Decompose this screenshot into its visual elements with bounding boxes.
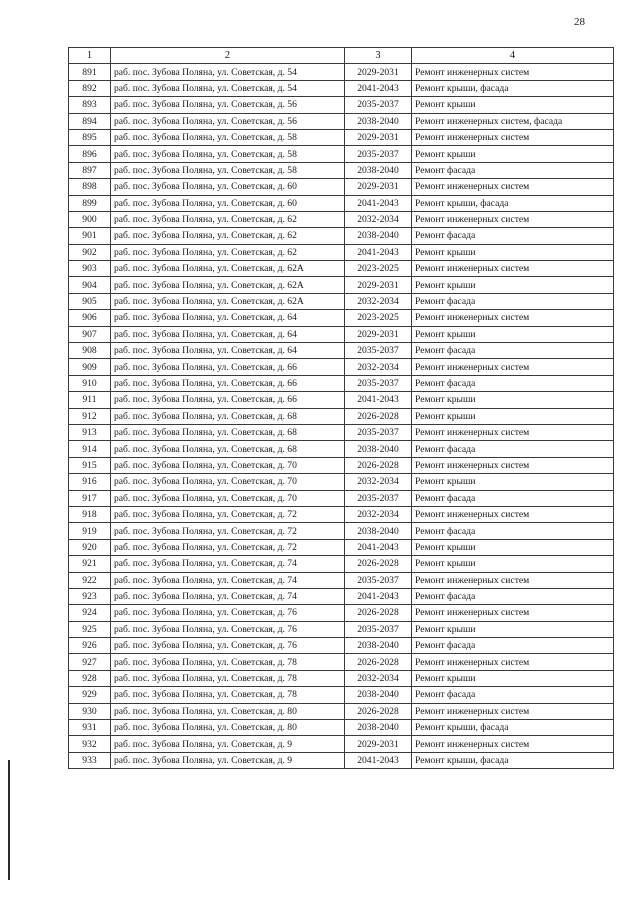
- period-cell: 2029-2031: [345, 129, 412, 145]
- work-type-cell: Ремонт фасада: [412, 162, 614, 178]
- period-cell: 2032-2034: [345, 211, 412, 227]
- period-cell: 2035-2037: [345, 490, 412, 506]
- address-cell: раб. пос. Зубова Поляна, ул. Советская, д. 64: [111, 310, 345, 326]
- work-type-cell: Ремонт инженерных систем: [412, 179, 614, 195]
- row-number-cell: 893: [69, 97, 111, 113]
- address-cell: раб. пос. Зубова Поляна, ул. Советская, д. 60: [111, 195, 345, 211]
- work-type-cell: Ремонт фасада: [412, 441, 614, 457]
- address-cell: раб. пос. Зубова Поляна, ул. Советская, д. 56: [111, 113, 345, 129]
- row-number-cell: 914: [69, 441, 111, 457]
- period-cell: 2038-2040: [345, 228, 412, 244]
- row-number-cell: 923: [69, 588, 111, 604]
- row-number-cell: 897: [69, 162, 111, 178]
- address-cell: раб. пос. Зубова Поляна, ул. Советская, д. 70: [111, 457, 345, 473]
- table-row: [69, 474, 614, 490]
- address-cell: раб. пос. Зубова Поляна, ул. Советская, д. 70: [111, 490, 345, 506]
- table-header-row: [69, 48, 614, 64]
- row-number-cell: 929: [69, 687, 111, 703]
- table-row: [69, 457, 614, 473]
- work-type-cell: Ремонт крыши, фасада: [412, 80, 614, 96]
- table-row: [69, 654, 614, 670]
- period-cell: 2038-2040: [345, 523, 412, 539]
- row-number-cell: 907: [69, 326, 111, 342]
- work-type-cell: Ремонт крыши, фасада: [412, 720, 614, 736]
- table-body: [69, 64, 614, 769]
- table-row: [69, 277, 614, 293]
- row-number-cell: 906: [69, 310, 111, 326]
- address-cell: раб. пос. Зубова Поляна, ул. Советская, д. 62А: [111, 293, 345, 309]
- work-type-cell: Ремонт инженерных систем: [412, 703, 614, 719]
- address-cell: раб. пос. Зубова Поляна, ул. Советская, д. 54: [111, 64, 345, 80]
- table-row: [69, 195, 614, 211]
- work-type-cell: Ремонт инженерных систем: [412, 211, 614, 227]
- period-cell: 2029-2031: [345, 277, 412, 293]
- table-row: [69, 228, 614, 244]
- period-cell: 2035-2037: [345, 621, 412, 637]
- address-cell: раб. пос. Зубова Поляна, ул. Советская, д. 58: [111, 162, 345, 178]
- work-type-cell: Ремонт крыши: [412, 670, 614, 686]
- row-number-cell: 928: [69, 670, 111, 686]
- work-type-cell: Ремонт инженерных систем: [412, 310, 614, 326]
- work-type-cell: Ремонт фасада: [412, 523, 614, 539]
- period-cell: 2041-2043: [345, 392, 412, 408]
- work-type-cell: Ремонт крыши: [412, 408, 614, 424]
- repair-schedule-table: [68, 47, 614, 769]
- table-row: [69, 211, 614, 227]
- period-cell: 2041-2043: [345, 588, 412, 604]
- period-cell: 2035-2037: [345, 343, 412, 359]
- work-type-cell: Ремонт крыши: [412, 392, 614, 408]
- period-cell: 2038-2040: [345, 441, 412, 457]
- address-cell: раб. пос. Зубова Поляна, ул. Советская, д. 62А: [111, 277, 345, 293]
- table-row: [69, 539, 614, 555]
- work-type-cell: Ремонт крыши: [412, 539, 614, 555]
- address-cell: раб. пос. Зубова Поляна, ул. Советская, д. 9: [111, 736, 345, 752]
- row-number-cell: 912: [69, 408, 111, 424]
- period-cell: 2029-2031: [345, 64, 412, 80]
- row-number-cell: 891: [69, 64, 111, 80]
- work-type-cell: Ремонт крыши: [412, 97, 614, 113]
- work-type-cell: Ремонт инженерных систем: [412, 424, 614, 440]
- period-cell: 2035-2037: [345, 424, 412, 440]
- work-type-cell: Ремонт крыши: [412, 146, 614, 162]
- table-row: [69, 424, 614, 440]
- address-cell: раб. пос. Зубова Поляна, ул. Советская, д. 70: [111, 474, 345, 490]
- row-number-cell: 932: [69, 736, 111, 752]
- period-cell: 2026-2028: [345, 556, 412, 572]
- address-cell: раб. пос. Зубова Поляна, ул. Советская, д. 62: [111, 228, 345, 244]
- row-number-cell: 919: [69, 523, 111, 539]
- address-cell: раб. пос. Зубова Поляна, ул. Советская, д. 68: [111, 441, 345, 457]
- row-number-cell: 917: [69, 490, 111, 506]
- work-type-cell: Ремонт инженерных систем: [412, 129, 614, 145]
- work-type-cell: Ремонт крыши: [412, 621, 614, 637]
- table-row: [69, 80, 614, 96]
- table-row: [69, 408, 614, 424]
- table-row: [69, 621, 614, 637]
- table-row: [69, 670, 614, 686]
- scan-edge-line: [8, 760, 10, 880]
- address-cell: раб. пос. Зубова Поляна, ул. Советская, д. 80: [111, 720, 345, 736]
- work-type-cell: Ремонт фасада: [412, 638, 614, 654]
- work-type-cell: Ремонт инженерных систем: [412, 736, 614, 752]
- table-row: [69, 392, 614, 408]
- row-number-cell: 898: [69, 179, 111, 195]
- address-cell: раб. пос. Зубова Поляна, ул. Советская, д. 66: [111, 375, 345, 391]
- row-number-cell: 920: [69, 539, 111, 555]
- address-cell: раб. пос. Зубова Поляна, ул. Советская, д. 80: [111, 703, 345, 719]
- address-cell: раб. пос. Зубова Поляна, ул. Советская, д. 62А: [111, 261, 345, 277]
- address-cell: раб. пос. Зубова Поляна, ул. Советская, д. 78: [111, 687, 345, 703]
- work-type-cell: Ремонт инженерных систем: [412, 506, 614, 522]
- work-type-cell: Ремонт фасада: [412, 375, 614, 391]
- work-type-cell: Ремонт крыши: [412, 474, 614, 490]
- address-cell: раб. пос. Зубова Поляна, ул. Советская, д. 9: [111, 752, 345, 768]
- period-cell: 2035-2037: [345, 146, 412, 162]
- row-number-cell: 918: [69, 506, 111, 522]
- column-header-3: 3: [345, 48, 412, 64]
- period-cell: 2032-2034: [345, 670, 412, 686]
- row-number-cell: 910: [69, 375, 111, 391]
- row-number-cell: 933: [69, 752, 111, 768]
- work-type-cell: Ремонт крыши: [412, 244, 614, 260]
- period-cell: 2038-2040: [345, 113, 412, 129]
- table-row: [69, 703, 614, 719]
- table-row: [69, 343, 614, 359]
- row-number-cell: 900: [69, 211, 111, 227]
- work-type-cell: Ремонт инженерных систем: [412, 457, 614, 473]
- table-row: [69, 293, 614, 309]
- period-cell: 2041-2043: [345, 80, 412, 96]
- address-cell: раб. пос. Зубова Поляна, ул. Советская, д. 68: [111, 408, 345, 424]
- row-number-cell: 925: [69, 621, 111, 637]
- row-number-cell: 908: [69, 343, 111, 359]
- work-type-cell: Ремонт фасада: [412, 228, 614, 244]
- column-header-2: 2: [111, 48, 345, 64]
- work-type-cell: Ремонт фасада: [412, 490, 614, 506]
- address-cell: раб. пос. Зубова Поляна, ул. Советская, д. 72: [111, 523, 345, 539]
- period-cell: 2023-2025: [345, 261, 412, 277]
- table-row: [69, 326, 614, 342]
- table-row: [69, 129, 614, 145]
- table-row: [69, 310, 614, 326]
- address-cell: раб. пос. Зубова Поляна, ул. Советская, д. 66: [111, 392, 345, 408]
- table-row: [69, 244, 614, 260]
- work-type-cell: Ремонт инженерных систем: [412, 359, 614, 375]
- address-cell: раб. пос. Зубова Поляна, ул. Советская, д. 74: [111, 556, 345, 572]
- address-cell: раб. пос. Зубова Поляна, ул. Советская, д. 78: [111, 654, 345, 670]
- row-number-cell: 901: [69, 228, 111, 244]
- row-number-cell: 894: [69, 113, 111, 129]
- work-type-cell: Ремонт инженерных систем: [412, 605, 614, 621]
- table-row: [69, 359, 614, 375]
- column-header-4: 4: [412, 48, 614, 64]
- work-type-cell: Ремонт инженерных систем: [412, 261, 614, 277]
- address-cell: раб. пос. Зубова Поляна, ул. Советская, д. 74: [111, 572, 345, 588]
- work-type-cell: Ремонт фасада: [412, 687, 614, 703]
- work-type-cell: Ремонт инженерных систем: [412, 572, 614, 588]
- work-type-cell: Ремонт крыши, фасада: [412, 195, 614, 211]
- work-type-cell: Ремонт крыши: [412, 277, 614, 293]
- period-cell: 2038-2040: [345, 720, 412, 736]
- row-number-cell: 922: [69, 572, 111, 588]
- column-header-1: 1: [69, 48, 111, 64]
- table-row: [69, 441, 614, 457]
- work-type-cell: Ремонт фасада: [412, 588, 614, 604]
- period-cell: 2041-2043: [345, 244, 412, 260]
- period-cell: 2029-2031: [345, 179, 412, 195]
- address-cell: раб. пос. Зубова Поляна, ул. Советская, д. 74: [111, 588, 345, 604]
- row-number-cell: 927: [69, 654, 111, 670]
- work-type-cell: Ремонт крыши, фасада: [412, 752, 614, 768]
- row-number-cell: 915: [69, 457, 111, 473]
- row-number-cell: 913: [69, 424, 111, 440]
- period-cell: 2026-2028: [345, 408, 412, 424]
- table-row: [69, 97, 614, 113]
- period-cell: 2041-2043: [345, 752, 412, 768]
- row-number-cell: 903: [69, 261, 111, 277]
- period-cell: 2026-2028: [345, 457, 412, 473]
- row-number-cell: 930: [69, 703, 111, 719]
- row-number-cell: 905: [69, 293, 111, 309]
- address-cell: раб. пос. Зубова Поляна, ул. Советская, д. 76: [111, 638, 345, 654]
- address-cell: раб. пос. Зубова Поляна, ул. Советская, д. 60: [111, 179, 345, 195]
- table-row: [69, 506, 614, 522]
- period-cell: 2026-2028: [345, 703, 412, 719]
- work-type-cell: Ремонт инженерных систем, фасада: [412, 113, 614, 129]
- period-cell: 2035-2037: [345, 375, 412, 391]
- address-cell: раб. пос. Зубова Поляна, ул. Советская, д. 64: [111, 343, 345, 359]
- table-row: [69, 162, 614, 178]
- work-type-cell: Ремонт инженерных систем: [412, 64, 614, 80]
- address-cell: раб. пос. Зубова Поляна, ул. Советская, д. 78: [111, 670, 345, 686]
- table-row: [69, 375, 614, 391]
- table-row: [69, 736, 614, 752]
- period-cell: 2032-2034: [345, 474, 412, 490]
- address-cell: раб. пос. Зубова Поляна, ул. Советская, д. 72: [111, 506, 345, 522]
- table-row: [69, 687, 614, 703]
- address-cell: раб. пос. Зубова Поляна, ул. Советская, д. 76: [111, 621, 345, 637]
- address-cell: раб. пос. Зубова Поляна, ул. Советская, д. 62: [111, 244, 345, 260]
- work-type-cell: Ремонт крыши: [412, 326, 614, 342]
- row-number-cell: 895: [69, 129, 111, 145]
- page-number: 28: [574, 16, 585, 28]
- row-number-cell: 924: [69, 605, 111, 621]
- address-cell: раб. пос. Зубова Поляна, ул. Советская, д. 72: [111, 539, 345, 555]
- work-type-cell: Ремонт фасада: [412, 293, 614, 309]
- period-cell: 2032-2034: [345, 293, 412, 309]
- period-cell: 2041-2043: [345, 539, 412, 555]
- period-cell: 2035-2037: [345, 572, 412, 588]
- table-row: [69, 572, 614, 588]
- row-number-cell: 904: [69, 277, 111, 293]
- row-number-cell: 896: [69, 146, 111, 162]
- table-row: [69, 146, 614, 162]
- address-cell: раб. пос. Зубова Поляна, ул. Советская, д. 58: [111, 129, 345, 145]
- address-cell: раб. пос. Зубова Поляна, ул. Советская, д. 54: [111, 80, 345, 96]
- table-row: [69, 605, 614, 621]
- table-row: [69, 752, 614, 768]
- period-cell: 2026-2028: [345, 654, 412, 670]
- work-type-cell: Ремонт крыши: [412, 556, 614, 572]
- row-number-cell: 892: [69, 80, 111, 96]
- row-number-cell: 902: [69, 244, 111, 260]
- period-cell: 2041-2043: [345, 195, 412, 211]
- period-cell: 2038-2040: [345, 687, 412, 703]
- period-cell: 2038-2040: [345, 162, 412, 178]
- row-number-cell: 899: [69, 195, 111, 211]
- table-row: [69, 523, 614, 539]
- work-type-cell: Ремонт фасада: [412, 343, 614, 359]
- period-cell: 2029-2031: [345, 326, 412, 342]
- period-cell: 2038-2040: [345, 638, 412, 654]
- table-row: [69, 556, 614, 572]
- row-number-cell: 921: [69, 556, 111, 572]
- work-type-cell: Ремонт инженерных систем: [412, 654, 614, 670]
- period-cell: 2023-2025: [345, 310, 412, 326]
- address-cell: раб. пос. Зубова Поляна, ул. Советская, д. 68: [111, 424, 345, 440]
- table-row: [69, 179, 614, 195]
- address-cell: раб. пос. Зубова Поляна, ул. Советская, д. 56: [111, 97, 345, 113]
- period-cell: 2032-2034: [345, 506, 412, 522]
- row-number-cell: 916: [69, 474, 111, 490]
- row-number-cell: 926: [69, 638, 111, 654]
- address-cell: раб. пос. Зубова Поляна, ул. Советская, д. 64: [111, 326, 345, 342]
- address-cell: раб. пос. Зубова Поляна, ул. Советская, д. 62: [111, 211, 345, 227]
- table-row: [69, 638, 614, 654]
- period-cell: 2035-2037: [345, 97, 412, 113]
- period-cell: 2026-2028: [345, 605, 412, 621]
- table-row: [69, 113, 614, 129]
- table-row: [69, 588, 614, 604]
- table-row: [69, 490, 614, 506]
- row-number-cell: 931: [69, 720, 111, 736]
- row-number-cell: 911: [69, 392, 111, 408]
- row-number-cell: 909: [69, 359, 111, 375]
- table-row: [69, 64, 614, 80]
- address-cell: раб. пос. Зубова Поляна, ул. Советская, д. 76: [111, 605, 345, 621]
- period-cell: 2032-2034: [345, 359, 412, 375]
- address-cell: раб. пос. Зубова Поляна, ул. Советская, д. 58: [111, 146, 345, 162]
- address-cell: раб. пос. Зубова Поляна, ул. Советская, д. 66: [111, 359, 345, 375]
- table-row: [69, 261, 614, 277]
- period-cell: 2029-2031: [345, 736, 412, 752]
- table-row: [69, 720, 614, 736]
